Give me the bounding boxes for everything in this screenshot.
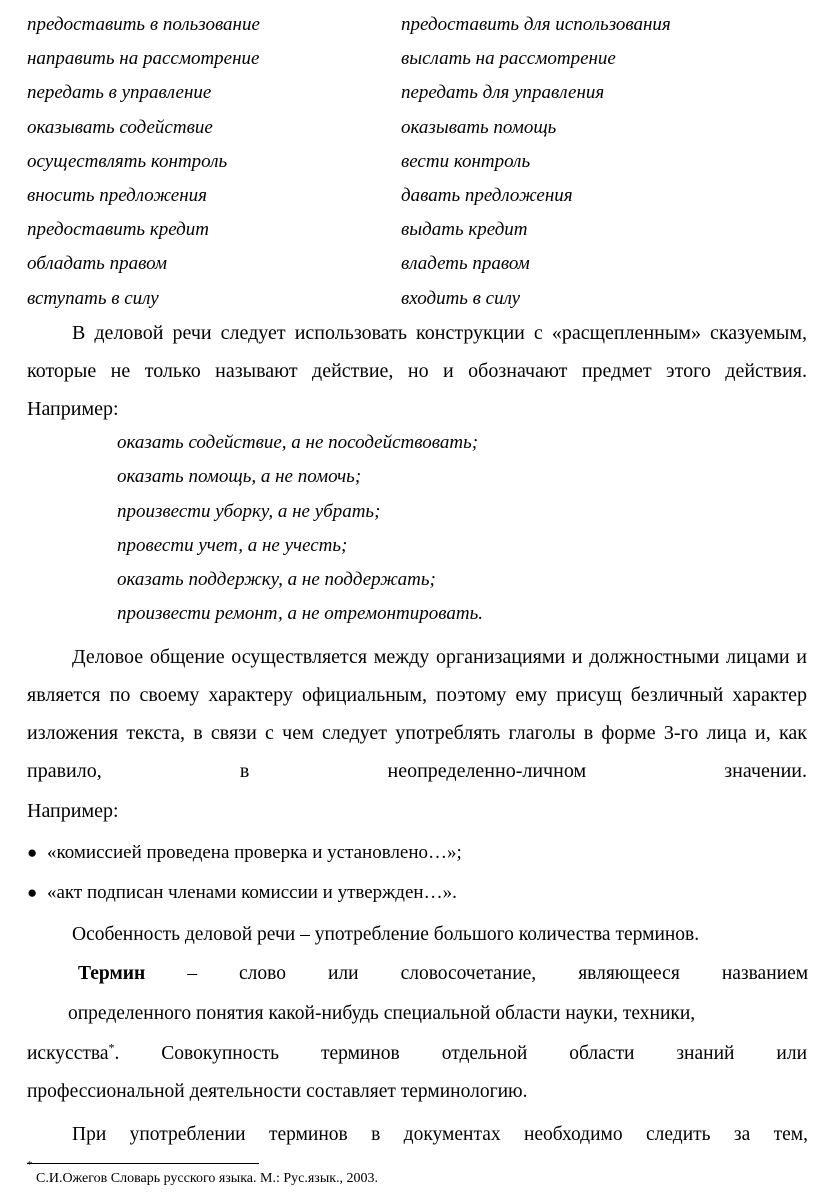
pair-right: входить в силу <box>401 287 521 309</box>
term-word: словосочетание, <box>400 963 537 984</box>
pair-row <box>27 113 807 147</box>
example-item: оказать помощь, а не помочь; <box>117 466 362 488</box>
term-word: названием <box>721 963 809 984</box>
term-word: терминов <box>320 1043 400 1064</box>
pair-right: владеть правом <box>401 253 530 275</box>
term-word: знаний <box>676 1043 735 1064</box>
paragraph-business-communication: Деловое общение осуществляется между организациями и должностными лицами и является по своему характеру официальным, поэтому ему присущ безличный характер изложения текста, в связи с чем следует употреблять глаголы в форме 3-го лица и, как правило, в неопределенно-личном значении. <box>27 646 807 782</box>
bullet-icon: ● <box>27 883 38 902</box>
pair-left: передать в управление <box>27 82 212 104</box>
bullet-text: «комиссией проведена проверка и установлено…»; <box>47 842 462 863</box>
term-word: отдельной <box>441 1043 528 1064</box>
term-word: слово <box>238 963 286 984</box>
bullet-icon: ● <box>27 843 38 862</box>
paragraph-tail: Например: <box>27 800 119 822</box>
pair-left: осуществлять контроль <box>27 150 228 172</box>
pair-left: оказывать содействие <box>27 116 213 138</box>
bullet-item <box>27 842 462 864</box>
pair-right: давать предложения <box>401 184 573 206</box>
pair-row <box>27 10 807 44</box>
pair-left: предоставить в пользование <box>27 14 260 35</box>
term-word: – <box>187 963 197 984</box>
term-definition-line: профессиональной деятельности составляет терминологию. <box>27 1081 528 1102</box>
footnote-mark: * <box>27 1159 33 1171</box>
pair-row <box>27 78 807 112</box>
pair-left: вступать в силу <box>27 287 159 309</box>
paragraph-terms-feature: Особенность деловой речи – употребление большого количества терминов. <box>72 924 700 945</box>
pair-left: направить на рассмотрение <box>27 48 260 70</box>
pair-right: оказывать помощь <box>401 116 557 138</box>
bullet-text: «акт подписан членами комиссии и утвержден…». <box>47 882 457 903</box>
example-item: оказать поддержку, а не поддержать; <box>117 569 436 591</box>
pair-right: передать для управления <box>401 82 605 104</box>
pair-left: вносить предложения <box>27 184 207 206</box>
example-list <box>117 432 483 638</box>
pair-row <box>27 284 807 318</box>
term-word: или <box>327 963 359 984</box>
term-word: искусства*. <box>27 1040 120 1064</box>
pair-row <box>27 44 807 78</box>
pair-right: выслать на рассмотрение <box>401 48 616 70</box>
term-definition-row <box>78 963 808 985</box>
example-item: провести учет, а не учесть; <box>117 534 348 556</box>
example-item: произвести уборку, а не убрать; <box>117 500 381 522</box>
pair-row <box>27 249 807 283</box>
term-heading: Термин <box>78 963 146 984</box>
pair-row <box>27 215 807 249</box>
term-word: области <box>569 1043 635 1064</box>
example-item: оказать содействие, а не посодействовать; <box>117 432 479 453</box>
footnote-divider <box>27 1163 259 1164</box>
pair-right: вести контроль <box>401 150 531 172</box>
paragraph-split-predicate: В деловой речи следует использовать конструкции с «расщепленным» сказуемым, которые не только называют действие, но и обозначают предмет этого действия. Например: <box>27 322 807 420</box>
term-definition-row <box>27 1040 808 1065</box>
synonym-pairs <box>27 10 807 318</box>
term-definition-line: определенного понятия какой-нибудь специальной области науки, техники, <box>68 1003 696 1024</box>
example-item: произвести ремонт, а не отремонтировать. <box>117 603 484 625</box>
term-word: или <box>776 1043 808 1064</box>
pair-row <box>27 147 807 181</box>
footnote-reference: * <box>108 1040 115 1055</box>
pair-right: предоставить для использования <box>401 14 671 35</box>
footnote-text: С.И.Ожегов Словарь русского языка. М.: Рус.язык., 2003. <box>36 1171 379 1186</box>
pair-row <box>27 181 807 215</box>
bullet-item <box>27 882 457 904</box>
term-word: Совокупность <box>161 1043 280 1064</box>
term-word: являющееся <box>578 963 680 984</box>
pair-left: предоставить кредит <box>27 219 210 241</box>
pair-right: выдать кредит <box>401 219 528 241</box>
pair-left: обладать правом <box>27 253 167 275</box>
paragraph-terms-usage: При употреблении терминов в документах необходимо следить за тем, <box>72 1124 808 1145</box>
